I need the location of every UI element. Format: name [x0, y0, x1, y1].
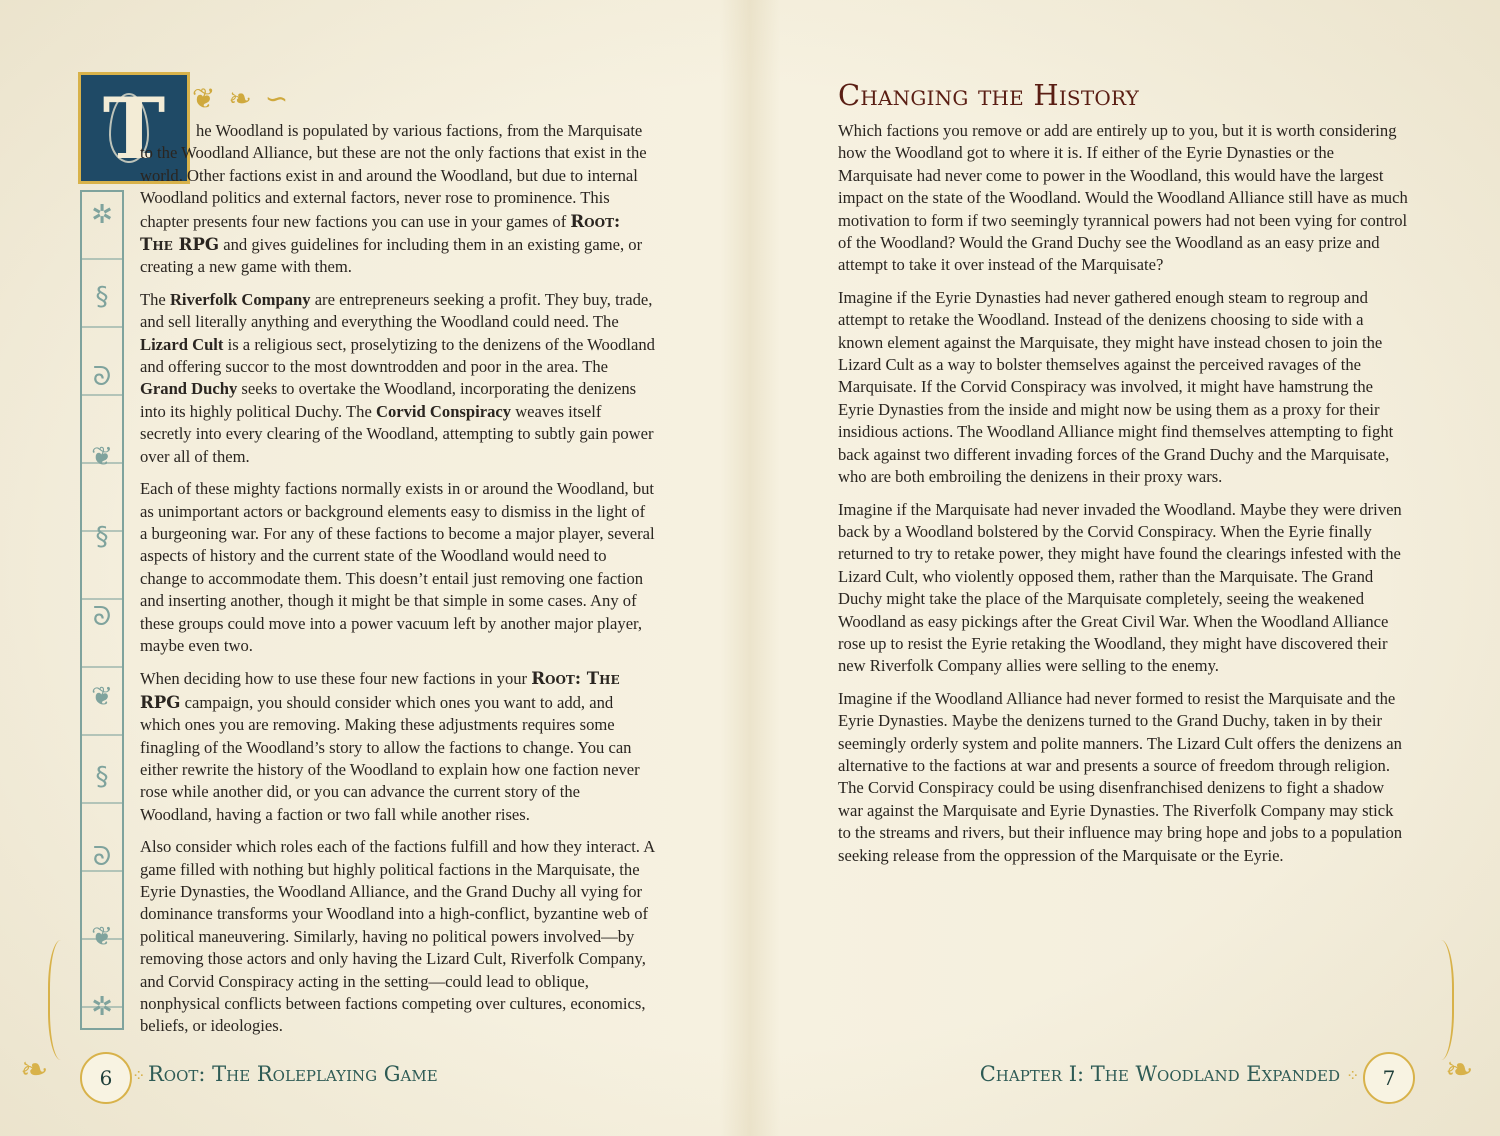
body-paragraph: Each of these mighty factions normally exists in or around the Woodland, but as unimportant actors or background elements easy to dismiss in the light of a burgeoning war. For any of these factions to become a major player, several aspects of history and the current state of the Woodland would need to change to accommodate them. This doesn’t entail just removing one faction and inserting another, though it might be that simple in some cases. Any of these groups could move into a power vacuum left by another major player, maybe even two.	[140, 479, 655, 655]
root-rpg-logo: Root: The RPG	[140, 668, 620, 712]
vine-flourish-icon: ❦ ❧ ∽	[192, 82, 291, 115]
body-paragraph: Imagine if the Marquisate had never invaded the Woodland. Maybe they were driven back by a Woodland bolstered by the Corvid Conspiracy. When the Eyrie finally returned to try to retake power, they might have found the clearings infested with the Lizard Cult, who violently opposed them, rather than the Marquisate. The Grand Duchy might take the place of the Marquisate completely, seeing the weakened Woodland as easy pickings after the Great Civil War. When the Woodland Alliance rose up to resist the Eyrie retaking the Woodland, they might have discovered their new Riverfolk Company allies were selling to the enemy.	[838, 499, 1402, 676]
page-number: 6	[80, 1052, 132, 1104]
right-body-text	[838, 120, 1408, 877]
body-paragraph: When deciding how to use these four new factions in your Root: The RPG campaign, you should consider which ones you want to add, and which ones you are removing. Making these adjustments requires some finagling of the Woodland’s story to allow the factions to change. You can either rewrite the history of the Woodland to explain how one faction never rose while another did, or you can advance the current story of the Woodland, having a faction or two fall while another rises.	[140, 668, 640, 824]
footer-chapter-title: Chapter I: The Woodland Expanded	[979, 1062, 1340, 1086]
leaf-motif-icon: ❦	[91, 442, 113, 472]
faction-name: Corvid Conspiracy	[375, 401, 512, 421]
body-paragraph: Also consider which roles each of the factions fulfill and how they interact. A game filled with nothing but highly political factions in the Marquisate, the Eyrie Dynasties, the Woodland Alliance, and the Grand Duchy all vying for dominance transforms your Woodland into a high-conflict, byzantine web of political maneuvering. Similarly, having no political powers involved—by removing those actors and only having the Lizard Cult, Riverfolk Company, and Corvid Conspiracy acting in the setting—could lead to oblique, nonphysical conflicts between factions competing over cultures, economics, beliefs, or ideologies.	[140, 837, 655, 1036]
footer-book-title: Root: The Roleplaying Game	[148, 1062, 438, 1086]
intro-paragraph: he Woodland is populated by various factions, from the Marquisate to the Woodland Alliance, but these are not the only factions that exist in the world. Other factions exist in and around the Woodland, but due to internal Woodland politics and external factors, never rose to prominence. This chapter presents four new factions you can use in your games of Root: The RPG and gives guidelines for including them in an existing game, or creating a new game with them.	[140, 121, 647, 277]
leaf-corner-icon: ❧	[1445, 1050, 1474, 1090]
vine-ornament-icon	[1422, 940, 1454, 1060]
body-paragraph: Imagine if the Woodland Alliance had never formed to resist the Marquisate and the Eyrie Dynasties. Maybe the denizens turned to the Grand Duchy, taken in by their seemingly orderly system and polite manners. The Lizard Cult offers the denizens an alternative to the factions at war and presents a source of freedom through religion. The Corvid Conspiracy could be using disenfranchised denizens to fight a shadow war against the Marquisate and Eyrie Dynasties. The Riverfolk Company may stick to the streams and rivers, but their influence may bring hope and jobs to a population seeking release from the oppression of the Marquisate or the Eyrie.	[838, 688, 1403, 865]
dot-ornament-icon: ⁘	[132, 1066, 146, 1085]
body-paragraph: Imagine if the Eyrie Dynasties had never gathered enough steam to regroup and attempt to retake the Woodland. Instead of the denizens choosing to side with a known element against the Marquisate, they might have instead chosen to join the Lizard Cult as a way to bolster themselves against the perceived ravages of the Marquisate. If the Corvid Conspiracy was involved, it might have hamstrung the Eyrie Dynasties from the inside and might now be using them as a proxy for their insidious actions. The Woodland Alliance might find themselves attempting to fight back against two different invading forces of the Grand Duchy and the Marquisate, who are both embroiling the denizens in their proxy wars.	[838, 287, 1394, 487]
faction-name: Grand Duchy	[140, 379, 238, 399]
knot-motif-icon: ✲	[91, 200, 113, 230]
swirl-motif-icon: §	[95, 282, 109, 312]
leaf-corner-icon: ❧	[20, 1050, 49, 1090]
dot-ornament-icon: ⁘	[1346, 1066, 1360, 1085]
faction-name: Riverfolk Company	[169, 289, 311, 309]
swirl-motif-icon: ᘐ	[92, 602, 112, 632]
decorative-border-column	[80, 190, 124, 1030]
swirl-motif-icon: §	[95, 522, 109, 552]
body-paragraph: Which factions you remove or add are entirely up to you, but it is worth considering how the Woodland got to where it is. If either of the Eyrie Dynasties or the Marquisate had never come to power in the Woodland, this would have the largest impact on the state of the Woodland. Would the Woodland Alliance still have as much motivation to form if two seemingly tyrannical powers had not been vying for control of the Woodland? Would the Grand Duchy see the Woodland as an easy prize and attempt to take it over instead of the Marquisate?	[838, 121, 1408, 275]
vine-ornament-icon	[48, 940, 80, 1060]
left-body-text	[140, 120, 655, 1048]
knot-motif-icon: ✲	[91, 992, 113, 1022]
leaf-motif-icon: ❦	[91, 922, 113, 952]
page-number: 7	[1363, 1052, 1415, 1104]
section-heading: Changing the History	[838, 78, 1140, 112]
leaf-motif-icon: ❦	[91, 682, 113, 712]
factions-paragraph: The Riverfolk Company are entrepreneurs seeking a profit. They buy, trade, and sell literally anything and everything the Woodland could need. The Lizard Cult is a religious sect, proselytizing to the denizens of the Woodland and offering succor to the most downtrodden and poor in the area. The Grand Duchy seeks to overtake the Woodland, incorporating the denizens into its highly political Duchy. The Corvid Conspiracy weaves itself secretly into every clearing of the Woodland, attempting to subtly gain power over all of them.	[140, 289, 655, 466]
faction-name: Lizard Cult	[140, 334, 224, 354]
root-rpg-logo: Root: The RPG	[140, 210, 621, 255]
drop-cap-letter: T	[102, 78, 166, 178]
swirl-motif-icon: §	[95, 762, 109, 792]
swirl-motif-icon: ᘐ	[92, 362, 112, 392]
swirl-motif-icon: ᘐ	[92, 842, 112, 872]
